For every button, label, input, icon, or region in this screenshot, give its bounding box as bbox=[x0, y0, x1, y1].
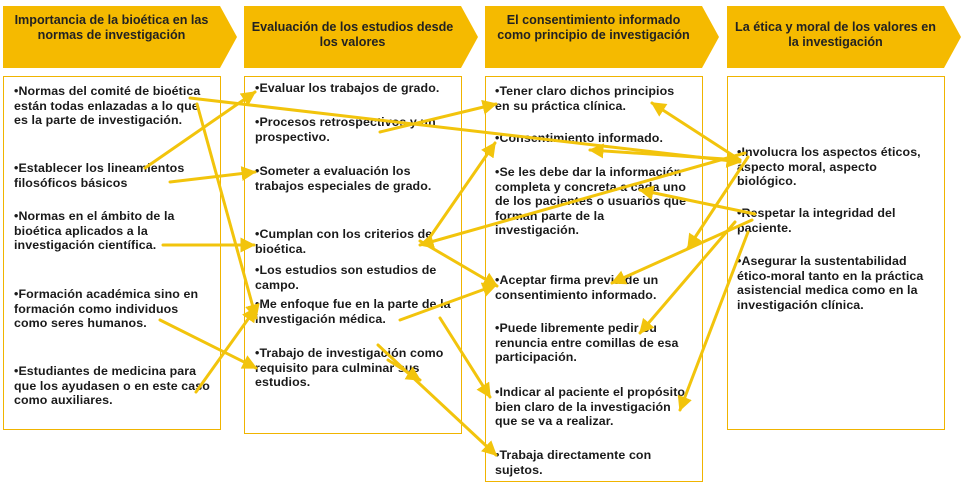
list-item: •Se les debe dar la información completa y concreta a cada uno de los pacientes o usuarios que forman parte de la investigación. bbox=[495, 165, 687, 238]
list-item: •Me enfoque fue en la parte de la investigación médica. bbox=[255, 297, 451, 326]
list-item: •Consentimiento informado. bbox=[495, 131, 664, 145]
list-item: •Los estudios son estudios de campo. bbox=[255, 263, 437, 292]
list-item: •Trabaja directamente con sujetos. bbox=[495, 448, 652, 477]
list-item: •Trabajo de investigación como requisito para culminar sus estudios. bbox=[255, 346, 444, 390]
list-item: •Aceptar firma previa de un consentimiento informado. bbox=[495, 273, 659, 302]
list-item: •Procesos retrospectivos y un prospectivo. bbox=[255, 115, 436, 144]
column-title: La ética y moral de los valores en la investigación bbox=[735, 20, 936, 49]
list-item: •Involucra los aspectos éticos, aspecto moral, aspecto biológico. bbox=[737, 145, 921, 189]
list-item: •Cumplan con los criterios de bioética. bbox=[255, 227, 433, 256]
list-item: •Evaluar los trabajos de grado. bbox=[255, 81, 440, 95]
column-body bbox=[727, 76, 945, 430]
list-item: •Indicar al paciente el propósito bien claro de la investigación que se va a realizar. bbox=[495, 385, 686, 429]
list-item: •Respetar la integridad del paciente. bbox=[737, 206, 896, 235]
list-item: •Puede libremente pedir su renuncia entre comillas de esa participación. bbox=[495, 321, 679, 365]
list-item: •Estudiantes de medicina para que los ayudasen o en este caso como auxiliares. bbox=[14, 364, 210, 408]
column-title: Evaluación de los estudios desde los valores bbox=[251, 20, 454, 49]
list-item: •Normas en el ámbito de la bioética aplicados a la investigación científica. bbox=[14, 209, 175, 253]
column-title: El consentimiento informado como principio de investigación bbox=[497, 13, 690, 42]
list-item: •Asegurar la sustentabilidad ético-moral tanto en la práctica asistencial medica como en la investigación clínica. bbox=[737, 254, 924, 312]
list-item: •Establecer los lineamientos filosóficos básicos bbox=[14, 161, 185, 190]
list-item: •Formación académica sino en formación como individuos como seres humanos. bbox=[14, 287, 199, 331]
column-title: Importancia de la bioética en las normas de investigación bbox=[14, 13, 209, 42]
list-item: •Normas del comité de bioética están todas enlazadas a lo que es la parte de investigación. bbox=[14, 84, 201, 128]
list-item: •Tener claro dichos principios en su práctica clínica. bbox=[495, 84, 675, 113]
list-item: •Someter a evaluación los trabajos especiales de grado. bbox=[255, 164, 432, 193]
